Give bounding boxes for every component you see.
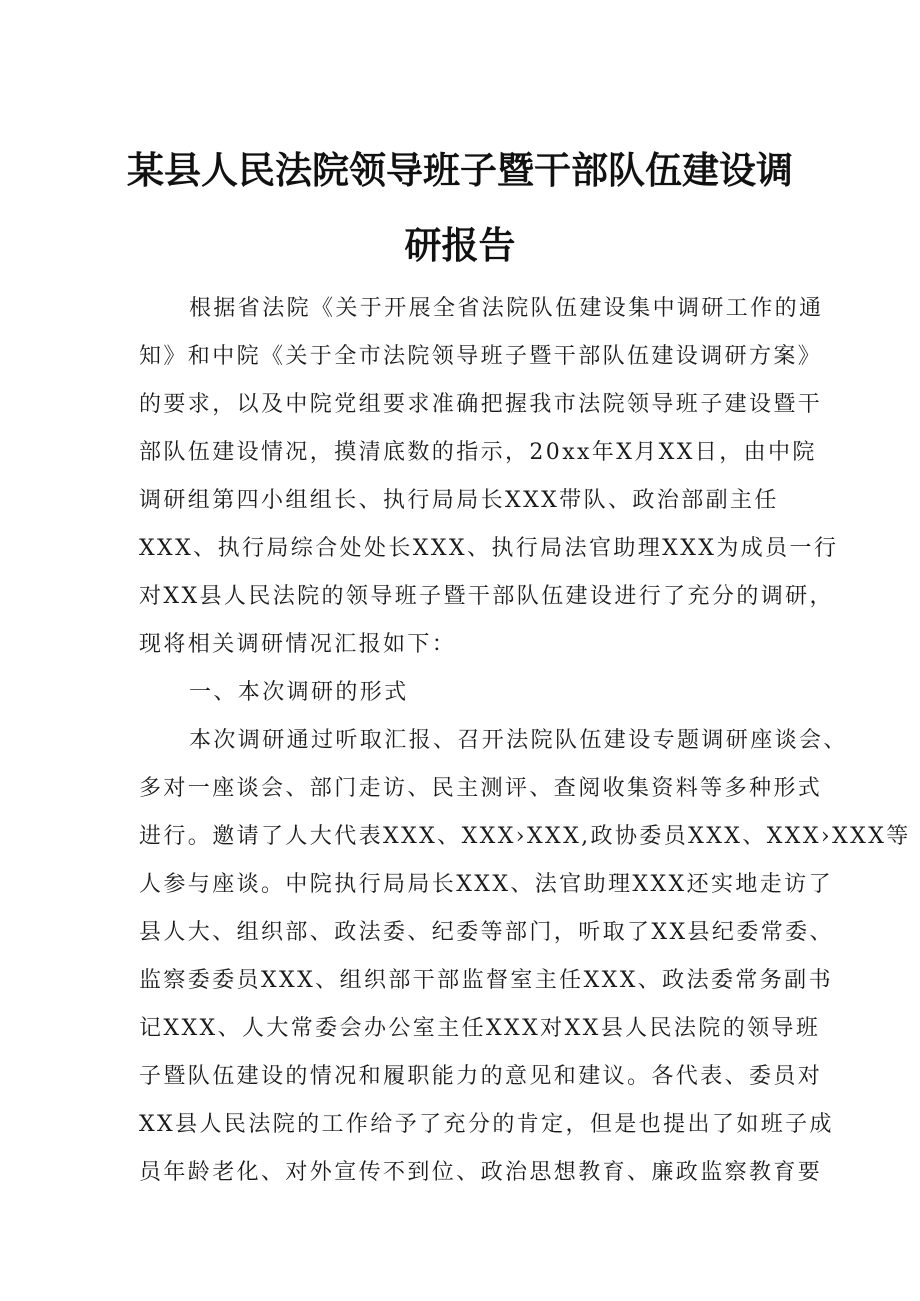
body-text-line: 根据省法院《关于开展全省法院队伍建设集中调研工作的通 <box>189 296 824 321</box>
body-text-line: 调研组第四小组组长、执行局局长XXX带队、政治部副主任 <box>139 488 779 513</box>
document-body <box>139 285 911 1197</box>
body-text-line: 部队伍建设情况，摸清底数的指示，20xx年X月XX日，由中院 <box>139 440 817 465</box>
body-text-line: 记XXX、人大常委会办公室主任XXX对XX县人民法院的领导班 <box>139 1016 821 1041</box>
body-text-line: 县人大、组织部、政法委、纪委等部门，听取了XX县纪委常委、 <box>139 920 834 945</box>
body-text-line: 人参与座谈。中院执行局局长XXX、法官助理XXX还实地走访了 <box>139 872 833 897</box>
body-text-line: XX县人民法院的工作给予了充分的肯定，但是也提出了如班子成 <box>139 1112 834 1137</box>
body-text-line: 一、本次调研的形式 <box>189 680 409 705</box>
body-text-line: 本次调研通过听取汇报、召开法院队伍建设专题调研座谈会、 <box>189 728 848 753</box>
body-text-line: 现将相关调研情况汇报如下： <box>139 632 457 657</box>
document-title-line-2: 研报告 <box>404 224 516 267</box>
body-text-line: 知》和中院《关于全市法院领导班子暨干部队伍建设调研方案》 <box>139 344 823 369</box>
body-text-line: XXX、执行局综合处处长XXX、执行局法官助理XXX为成员一行 <box>139 536 839 561</box>
body-text-line: 对XX县人民法院的领导班子暨干部队伍建设进行了充分的调研， <box>139 584 834 609</box>
document-title-line-1: 某县人民法院领导班子暨干部队伍建设调 <box>127 149 793 192</box>
body-text-line: 监察委委员XXX、组织部干部监督室主任XXX、政法委常务副书 <box>139 968 833 993</box>
body-text-line: 员年龄老化、对外宣传不到位、政治思想教育、廉政监察教育要 <box>139 1160 823 1185</box>
body-text-line: 进行。邀请了人大代表XXX、XXX›XXX,政协委员XXX、XXX›XXX等 <box>139 824 911 849</box>
body-text-line: 子暨队伍建设的情况和履职能力的意见和建议。各代表、委员对 <box>139 1064 823 1089</box>
body-text-line: 的要求，以及中院党组要求准确把握我市法院领导班子建设暨干 <box>139 392 823 417</box>
body-text-line: 多对一座谈会、部门走访、民主测评、查阅收集资料等多种形式 <box>139 776 823 801</box>
